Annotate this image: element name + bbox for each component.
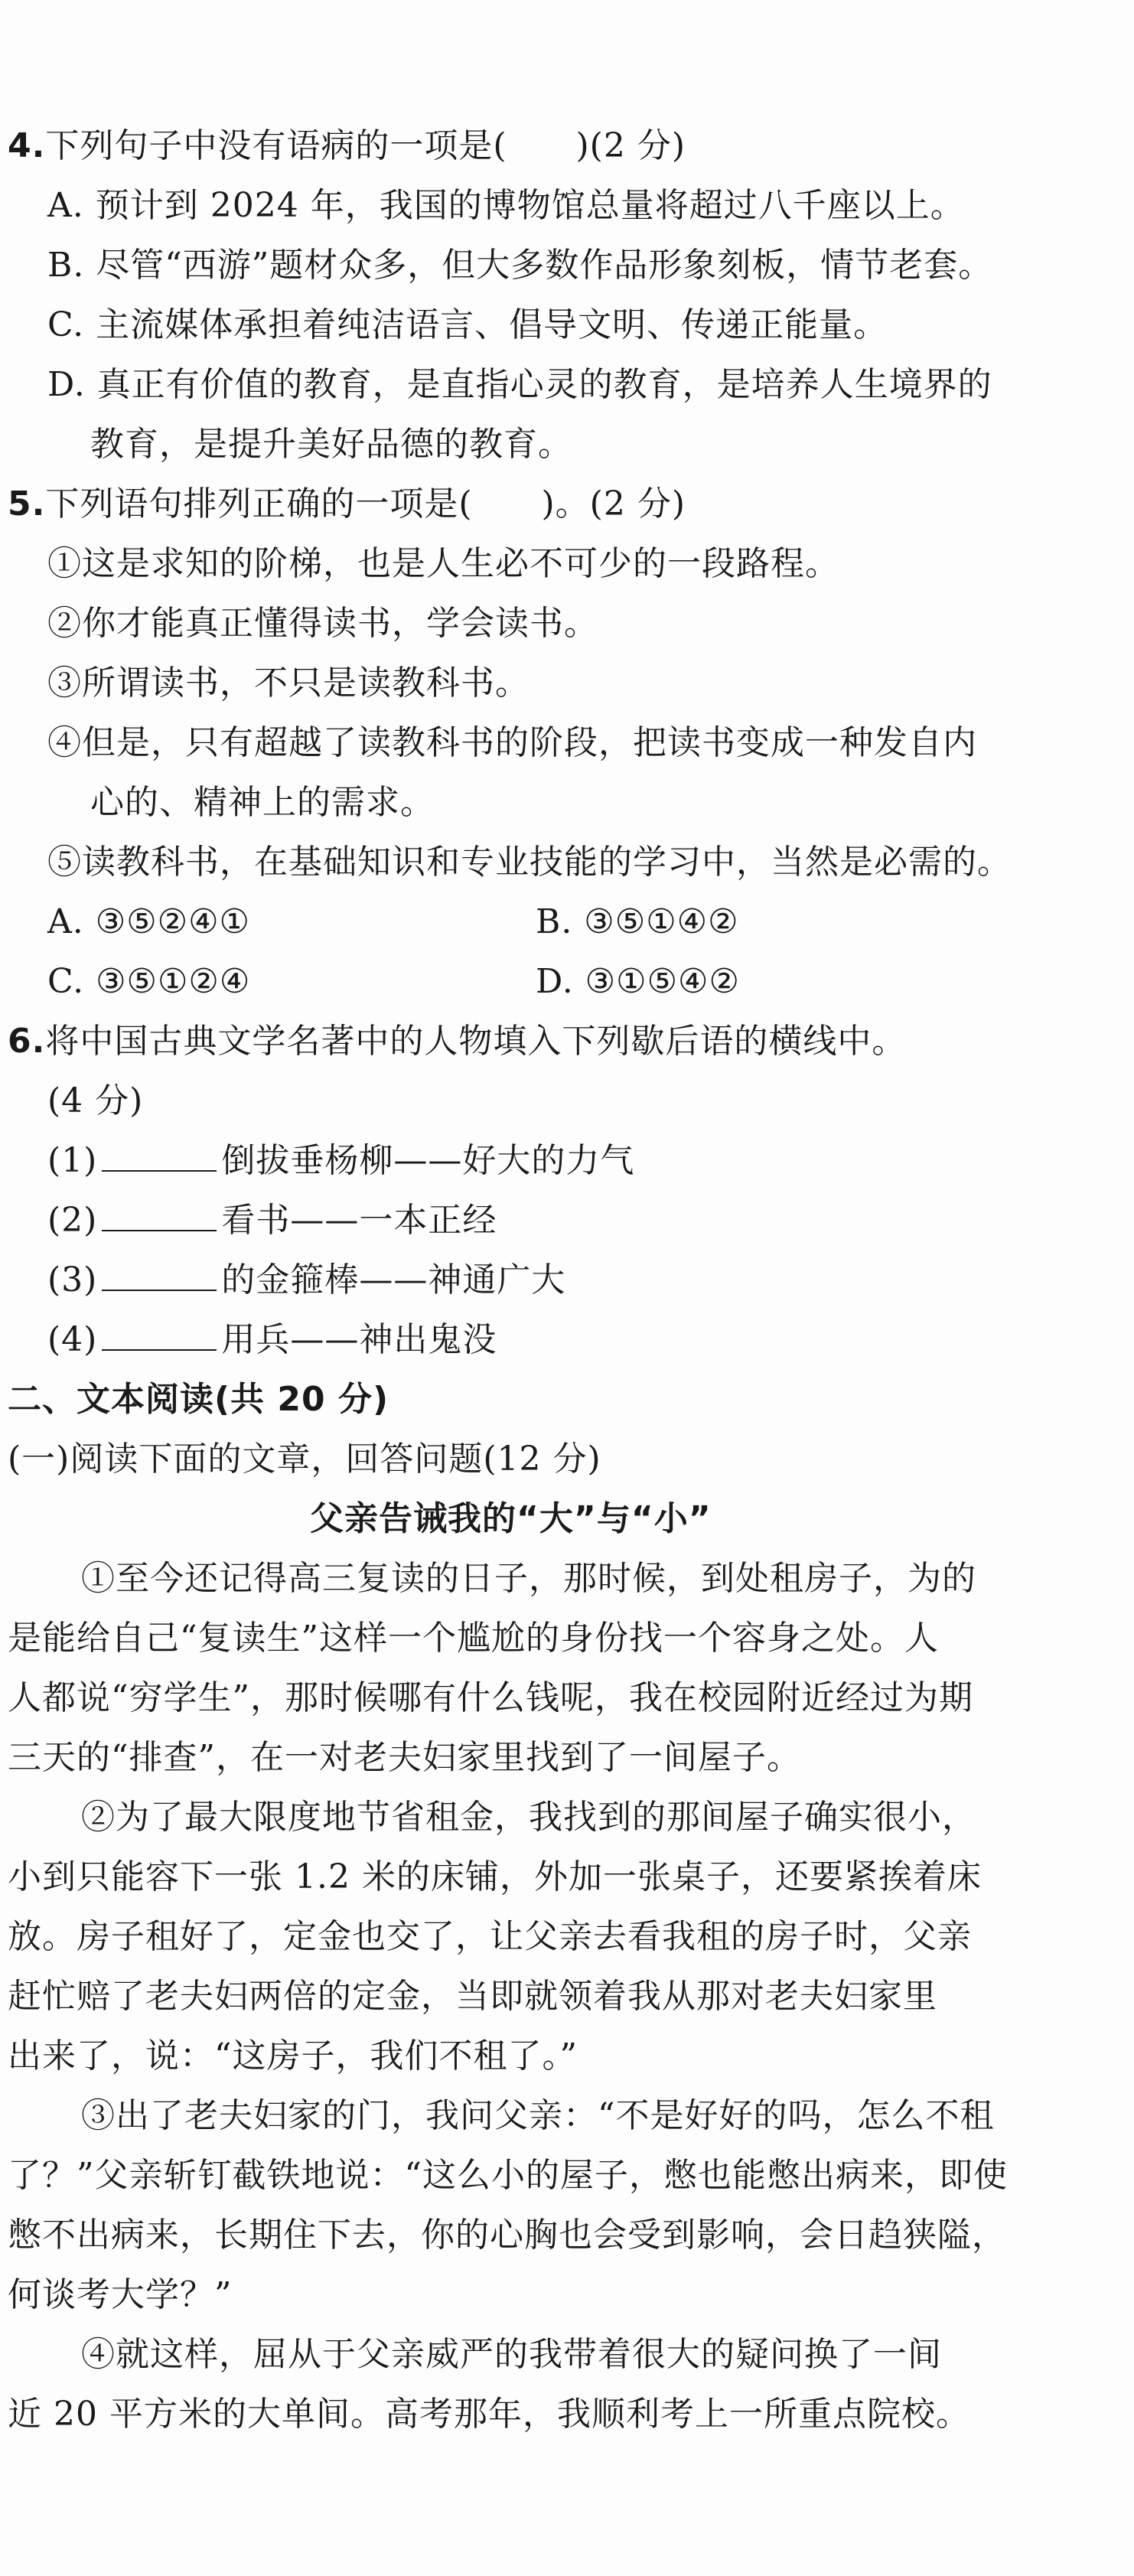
q6-item-3-blank[interactable] [102,1262,217,1291]
q5-sentence-4: ④但是，只有超越了读教科书的阶段，把读书变成一种发自内 [47,723,977,762]
article-title: 父亲告诫我的“大”与“小” [310,1499,712,1538]
q6-item-3 [47,1258,565,1303]
q6-item-4-blank[interactable] [102,1322,217,1351]
article-line-12: 憋不出病来，长期住下去，你的心胸也会受到影响，会日趋狭隘， [8,2216,1006,2255]
q5-sentence-4-cont: 心的、精神上的需求。 [90,783,435,822]
article-line-5: ②为了最大限度地节省租金，我找到的那间屋子确实很小， [81,1798,976,1837]
q5-number: 5. [8,484,46,523]
q6-stem-text: 将中国古典文学名著中的人物填入下列歇后语的横线中。 [45,1022,907,1061]
q5-option-d: D. ③①⑤④② [536,962,740,1001]
q5-sentence-5: ⑤读教科书，在基础知识和专业技能的学习中，当然是必需的。 [47,843,1012,882]
article-line-2: 是能给自己“复读生”这样一个尴尬的身份找一个容身之处。人 [8,1619,939,1658]
q6-score: (4 分) [47,1081,144,1120]
q5-option-b: B. ③⑤①④② [536,902,739,941]
q5-option-c: C. ③⑤①②④ [47,962,251,1001]
section-heading: 二、文本阅读(共 20 分) [8,1380,389,1419]
article-line-13: 何谈考大学？” [8,2275,233,2314]
q6-number: 6. [8,1022,46,1061]
q6-stem [8,1019,906,1064]
q6-item-4 [47,1318,497,1362]
q6-item-1-text: 倒拔垂杨柳——好大的力气 [221,1141,635,1180]
q6-item-2-number: (2) [47,1201,98,1240]
q4-option-d-cont: 教育，是提升美好品德的教育。 [90,425,572,464]
article-line-15: 近 20 平方米的大单间。高考那年，我顺利考上一所重点院校。 [8,2395,970,2434]
article-line-14: ④就这样，屈从于父亲威严的我带着很大的疑问换了一间 [81,2335,942,2374]
q5-score: )。(2 分) [541,484,686,523]
q5-stem-text: 下列语句排列正确的一项是( [45,484,473,523]
q5-sentence-3: ③所谓读书，不只是读教科书。 [47,664,530,703]
q4-number: 4. [8,126,46,165]
article-line-7: 放。房子租好了，定金也交了，让父亲去看我租的房子时，父亲 [8,1917,972,1956]
q6-item-1-blank[interactable] [102,1143,217,1172]
article-line-8: 赶忙赔了老夫妇两倍的定金，当即就领着我从那对老夫妇家里 [8,1977,937,2016]
q6-item-4-number: (4) [47,1320,98,1359]
q4-option-c: C. 主流媒体承担着纯洁语言、倡导文明、传递正能量。 [47,305,888,344]
q5-option-a: A. ③⑤②④① [47,902,250,941]
q4-option-a: A. 预计到 2024 年，我国的博物馆总量将超过八千座以上。 [47,186,965,225]
q6-item-3-text: 的金箍棒——神通广大 [221,1260,566,1299]
q6-item-4-text: 用兵——神出鬼没 [221,1320,497,1359]
article-line-1: ①至今还记得高三复读的日子，那时候，到处租房子，为的 [81,1559,976,1598]
q6-item-3-number: (3) [47,1260,98,1299]
q4-option-b: B. 尽管“西游”题材众多，但大多数作品形象刻板，情节老套。 [47,246,993,285]
q5-sentence-2: ②你才能真正懂得读书，学会读书。 [47,604,598,643]
article-line-9: 出来了，说：“这房子，我们不租了。” [8,2036,578,2075]
q6-item-2 [47,1198,497,1243]
q6-item-2-text: 看书——一本正经 [221,1201,497,1240]
q4-score: )(2 分) [575,126,686,165]
article-line-11: 了？”父亲斩钉截铁地说：“这么小的屋子，憋也能憋出病来，即使 [8,2156,1008,2195]
article-line-6: 小到只能容下一张 1.2 米的床铺，外加一张桌子，还要紧挨着床 [8,1857,982,1896]
q6-item-1-number: (1) [47,1141,98,1180]
article-line-4: 三天的“排查”，在一对老夫妇家里找到了一间屋子。 [8,1738,801,1777]
q4-option-d: D. 真正有价值的教育，是直指心灵的教育，是培养人生境界的 [47,365,992,404]
article-line-3: 人都说“穷学生”，那时候哪有什么钱呢，我在校园附近经过为期 [8,1678,973,1717]
article-line-10: ③出了老夫妇家的门，我问父亲：“不是好好的吗，怎么不租 [81,2096,995,2135]
reading-instruction: (一)阅读下面的文章，回答问题(12 分) [8,1440,601,1479]
q6-item-2-blank[interactable] [102,1202,217,1231]
q4-stem [8,124,686,168]
q5-stem [8,482,686,527]
q5-sentence-1: ①这是求知的阶梯，也是人生必不可少的一段路程。 [47,544,839,583]
q6-item-1 [47,1139,634,1183]
q4-stem-text: 下列句子中没有语病的一项是( [45,126,507,165]
